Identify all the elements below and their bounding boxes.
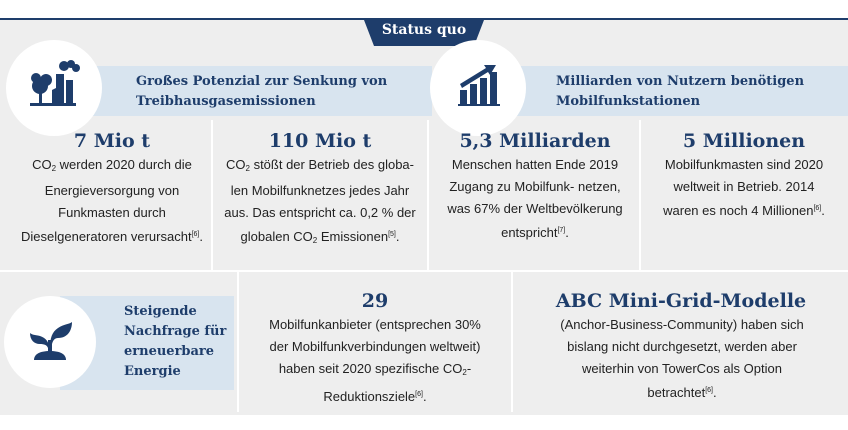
divider-3 <box>639 120 641 270</box>
stat-text-4: Mobilfunkmasten sind 2020 weltweit in Betrieb. 2014 waren es noch 4 Millionen[6]. <box>663 157 825 218</box>
seedling-icon <box>28 318 74 364</box>
stat-text-3: Menschen hatten Ende 2019 Zugang zu Mobilfunk- netzen, was 67% der Weltbevölkerung entspricht[7]. <box>447 157 623 240</box>
horizontal-divider <box>0 270 848 272</box>
heading-bottom-left: Steigende Nachfrage für erneuerbare Energie <box>124 304 227 379</box>
divider-2 <box>427 120 429 270</box>
divider-5 <box>511 272 513 412</box>
stat-text-6: (Anchor-Business-Community) haben sich bislang nicht durchgesetzt, werden aber weiterhin von TowerCos als Option betrachtet[6]. <box>560 317 804 400</box>
bar-chart-growth-icon <box>456 62 502 108</box>
factory-tree-icon <box>26 56 82 112</box>
stat-value-2: 110 Mio t <box>268 130 372 152</box>
stat-text-5: Mobilfunkanbieter (entsprechen 30% der Mobilfunkverbindungen weltweit) haben seit 2020 spezifische $CO_2-Reduktionsziele[6]$. <box>269 317 481 404</box>
stat-value-3: 5,3 Milliarden <box>459 130 611 152</box>
stat-value-6: ABC Mini-Grid-Modelle <box>555 290 807 312</box>
heading-top-right: Milliarden von Nutzern benötigen Mobilfunkstationen <box>556 74 805 109</box>
stat-value-5: 29 <box>361 290 389 312</box>
stat-text-2: $CO_2$ stößt der Betrieb des globa- len Mobilfunknetzes jedes Jahr aus. Das entspricht ca. 0,2 % der globalen $CO_2$ Emissionen[5]. <box>224 157 416 245</box>
stat-text-1: $CO_2$ werden 2020 durch die Energieversorgung von Funkmasten durch Dieselgeneratoren verursacht[6]. <box>21 157 203 244</box>
stat-value-1: 7 Mio t <box>73 130 151 152</box>
banner-title: Status quo <box>381 22 467 38</box>
stat-value-4: 5 Millionen <box>682 130 806 152</box>
heading-top-left: Großes Potenzial zur Senkung von Treibhausgasemissionen <box>136 74 388 109</box>
divider-4 <box>237 272 239 412</box>
